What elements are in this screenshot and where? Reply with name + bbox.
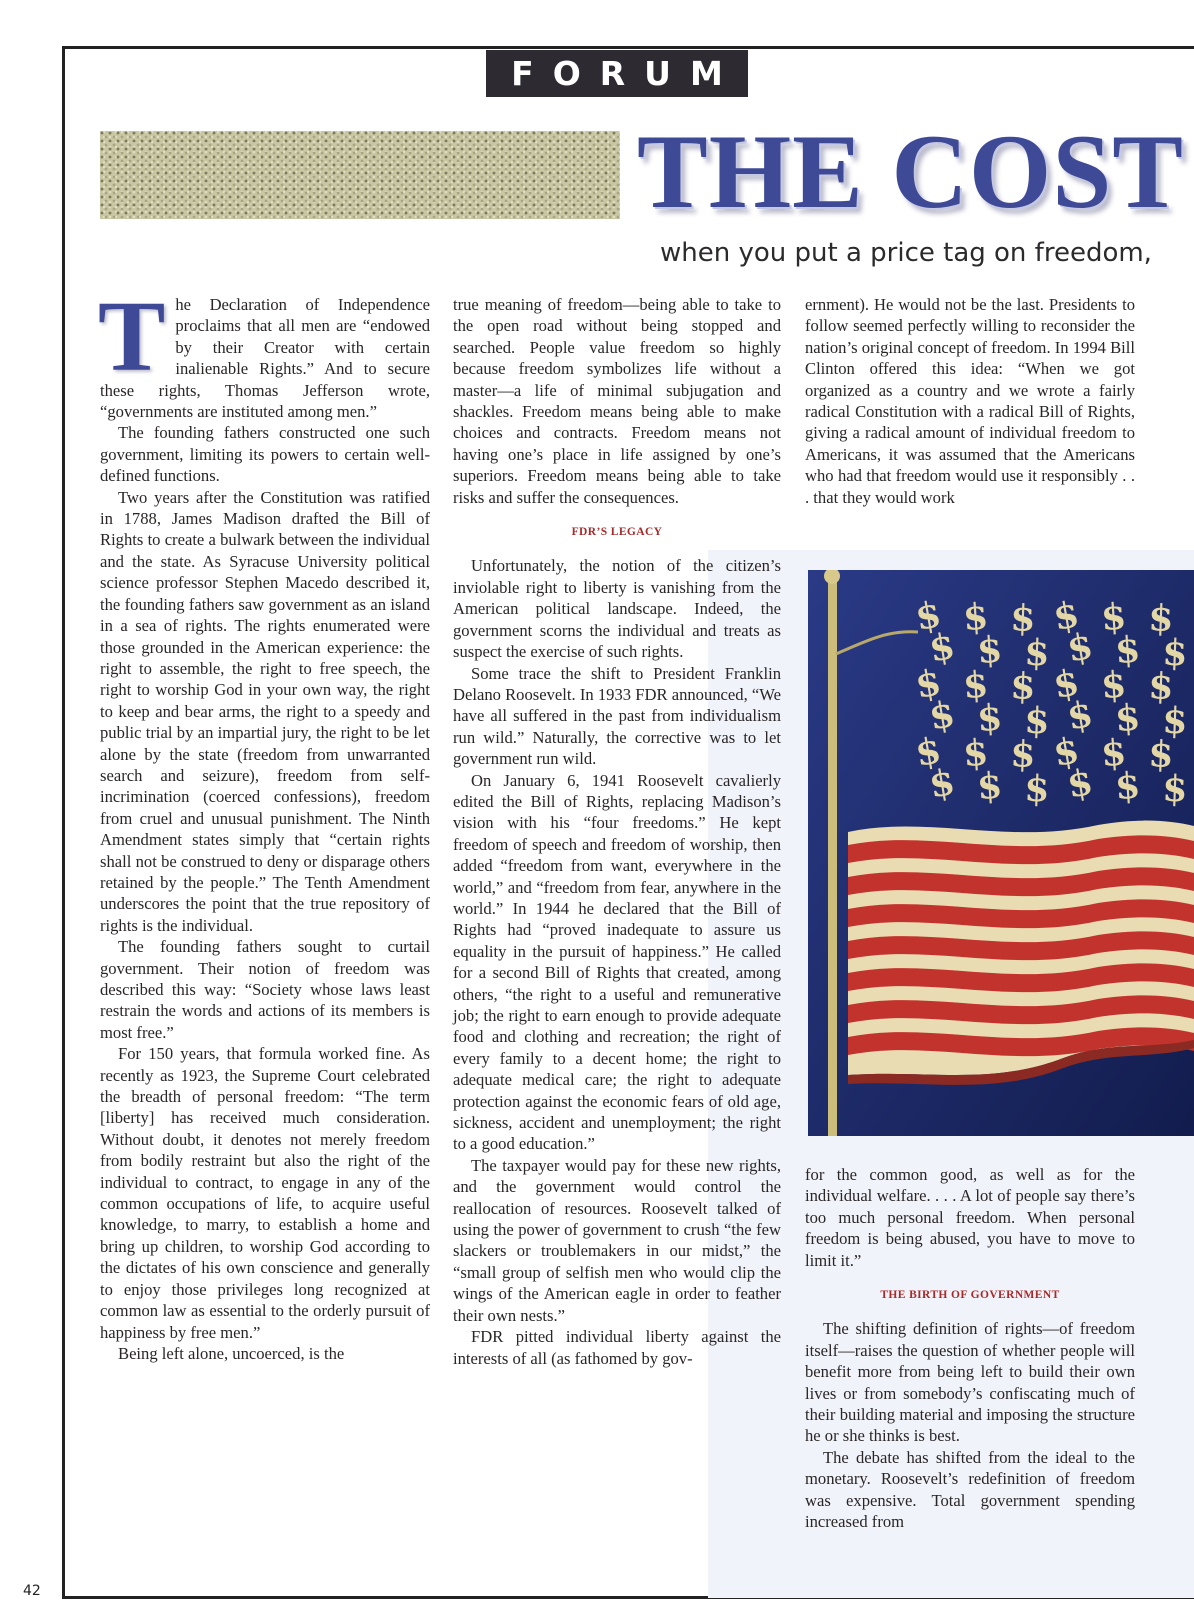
dollar-sign-icon: $ [975, 696, 1004, 741]
body-paragraph: Some trace the shift to President Franklin Delano Roosevelt. In 1933 FDR announced, “We have all suffered in the past from individualism run wild.” Naturally, the corrective was to let government run wild. [453, 663, 781, 769]
page-frame-top [62, 46, 1194, 49]
article-column-3-top [805, 294, 1135, 508]
dollar-sign-icon: $ [1161, 631, 1189, 675]
dollar-sign-icon: $ [1050, 593, 1083, 639]
dollar-sign-icon: $ [1099, 595, 1128, 639]
dollar-sign-icon: $ [1099, 663, 1128, 707]
article-column-2 [453, 294, 781, 1369]
dollar-sign-icon: $ [1113, 628, 1142, 673]
dollar-sign-icon: $ [1064, 624, 1097, 671]
dollar-sign-icon: $ [1147, 597, 1175, 640]
article-column-1 [98, 280, 430, 1364]
dollar-sign-icon: $ [1161, 699, 1189, 743]
page-frame-left [62, 46, 65, 1598]
dollar-sign-icon: $ [1113, 764, 1142, 809]
dollar-sign-icon: $ [1009, 733, 1037, 776]
opening-paragraph [98, 280, 430, 422]
dollar-sign-icon: $ [1147, 733, 1175, 776]
body-paragraph: For 150 years, that formula worked fine. As recently as 1923, the Supreme Court celebrated the breadth of personal freedom: “The term [liberty] has received much consideration. Without doubt, it denotes not merely freedom from bodily restraint but also the right of the individual to contract, to engage in any of the common occupations of life, to acquire useful knowledge, to marry, to establish a home and bring up children, to worship God according to the dictates of his own conscience and generally to enjoy those privileges long recognized at common law as essential to the orderly pursuit of happiness by free men.” [100, 1044, 430, 1342]
page-number: 42 [23, 1583, 41, 1599]
dollar-sign-icon: $ [912, 729, 945, 775]
flag-artwork [808, 570, 1194, 1136]
dollar-sign-icon: $ [1050, 729, 1083, 775]
dollar-sign-icon: $ [912, 593, 945, 639]
body-paragraph: The taxpayer would pay for these new rights, and the government would control the reallocation of resources. Roosevelt talked of using the power of government to crush “the few slackers or troublemakers in our midst,” the “small group of selfish men who would clip the wings of the American eagle in order to feather their own nests.” [453, 1155, 781, 1325]
dollar-sign-icon: $ [926, 692, 959, 739]
article-title: THE COST [637, 113, 1185, 230]
decorative-texture-block [100, 131, 620, 219]
dollar-sign-icon: $ [1161, 767, 1189, 811]
dollar-sign-icon: $ [1009, 597, 1037, 640]
dollar-sign-icon: $ [1050, 661, 1083, 707]
body-paragraph: The founding fathers sought to curtail government. Their notion of freedom was described this way: “Society whose laws least restrain the words and actions of its members is most free.” [100, 937, 430, 1042]
body-paragraph: FDR pitted individual liberty against the interests of all (as fathomed by gov- [453, 1327, 781, 1368]
section-label: FORUM [486, 50, 748, 97]
subhead-birth-of-government: THE BIRTH OF GOVERNMENT [880, 1289, 1060, 1302]
article-column-3-bottom [805, 1164, 1135, 1533]
dollar-sign-icon: $ [1064, 692, 1097, 739]
dollar-sign-icon: $ [926, 760, 959, 807]
dollar-sign-icon: $ [1023, 767, 1051, 811]
body-paragraph: Being left alone, uncoerced, is the [118, 1343, 345, 1363]
dollar-sign-icon: $ [1099, 731, 1128, 775]
body-paragraph: Two years after the Constitution was ratified in 1788, James Madison drafted the Bill of Rights to create a bulwark between the individual and the state. As Syracuse University political science professor Stephen Macedo described it, the founding fathers saw government as an island in a sea of rights. The rights enumerated were those grounded in the American experience: the right to assemble, the right to free speech, the right to worship God in your own way, the right to keep and bear arms, the right to a speedy and public trial by an impartial jury, the right to be let alone by the state (freedom from unwarranted search and seizure), freedom from self-incrimination (coerced confessions), freedom from cruel and unusual punishment. The Ninth Amendment states simply that “certain rights shall not be construed to deny or disparage others retained by the people.” The Tenth Amendment underscores the point that the true repository of rights is the individual. [100, 487, 430, 935]
dollar-sign-icon: $ [1009, 665, 1037, 708]
body-paragraph: On January 6, 1941 Roosevelt cavalierly edited the Bill of Rights, replacing Madison’s vision with his “four freedoms.” He kept freedom of speech and freedom of worship, then added “freedom from want, everywhere in the world,” and “freedom from fear, anywhere in the world.” In 1944 he declared that the Bill of Rights had “proved inadequate to assure us equality in the pursuit of happiness.” He called for a second Bill of Rights that created, among others, “the right to a useful and remunerative job; the right to earn enough to provide adequate food and clothing and recreation; the right of every family to a decent home; the right to adequate medical care; the right to adequate protection against the economic fears of old age, sickness, accident and unemployment; the right to a good education.” [453, 770, 781, 1154]
dollar-flag-illustration [808, 570, 1194, 1136]
subhead-fdrs-legacy: FDR’S LEGACY [571, 526, 663, 539]
dollar-sign-icon: $ [912, 661, 945, 707]
body-paragraph: Unfortunately, the notion of the citizen’s inviolable right to liberty is vanishing from the American political landscape. Indeed, the government scorns the individual and treats as suspect the exercise of such rights. [453, 556, 781, 662]
paragraph-text: he Declaration of Independence proclaims that all men are “endowed by their Creator with certain inalienable Rights.” And to secure these rights, Thomas Jefferson wrote, “governments are instituted among men.” [100, 295, 430, 422]
dollar-sign-icon: $ [1113, 696, 1142, 741]
dollar-sign-icon: $ [975, 764, 1004, 809]
dollar-sign-icon: $ [961, 663, 990, 707]
dollar-sign-icon: $ [961, 731, 990, 775]
dollar-sign-icon: $ [1023, 699, 1051, 743]
body-paragraph: for the common good, as well as for the individual welfare. . . . A lot of people say there’s too much personal freedom. When personal freedom is being abused, you have to move to limit it.” [805, 1165, 1135, 1270]
dollar-sign-icon: $ [926, 624, 959, 671]
dollar-sign-icon: $ [1147, 665, 1175, 708]
flag-pole [828, 570, 837, 1136]
dollar-sign-icon: $ [961, 595, 990, 639]
dollar-sign-icon: $ [1064, 760, 1097, 807]
body-paragraph: ernment). He would not be the last. Presidents to follow seemed perfectly willing to reconsider the nation’s original concept of freedom. In 1994 Bill Clinton offered this idea: “When we got organized as a country and we wrote a fairly radical Constitution with a radical Bill of Rights, giving a radical amount of individual freedom to Americans, it was assumed that the Americans who had that freedom would use it responsibly . . . that they would work [805, 295, 1135, 507]
body-paragraph: true meaning of freedom—being able to take to the open road without being stopped and searched. People value freedom so highly because freedom symbolizes life without a master—a life of minimal subjugation and shackles. Freedom means being able to make choices and contracts. Freedom means not having one’s place in life assigned by one’s superiors. Freedom means being able to take risks and suffer the consequences. [453, 295, 781, 507]
article-subtitle: when you put a price tag on freedom, [660, 238, 1152, 268]
body-paragraph: The debate has shifted from the ideal to the monetary. Roosevelt’s redefinition of freedom was expensive. Total government spending increased from [805, 1447, 1135, 1532]
drop-cap: T [98, 280, 166, 392]
body-paragraph: The founding fathers constructed one such government, limiting its powers to certain well-defined functions. [100, 423, 430, 486]
dollar-sign-icon: $ [975, 628, 1004, 673]
dollar-sign-icon: $ [1023, 631, 1051, 675]
body-paragraph: The shifting definition of rights—of freedom itself—raises the question of whether people will benefit more from being left to build their own lives or from somebody’s confiscating much of their building material and imposing the structure he or she thinks is best. [805, 1319, 1135, 1446]
